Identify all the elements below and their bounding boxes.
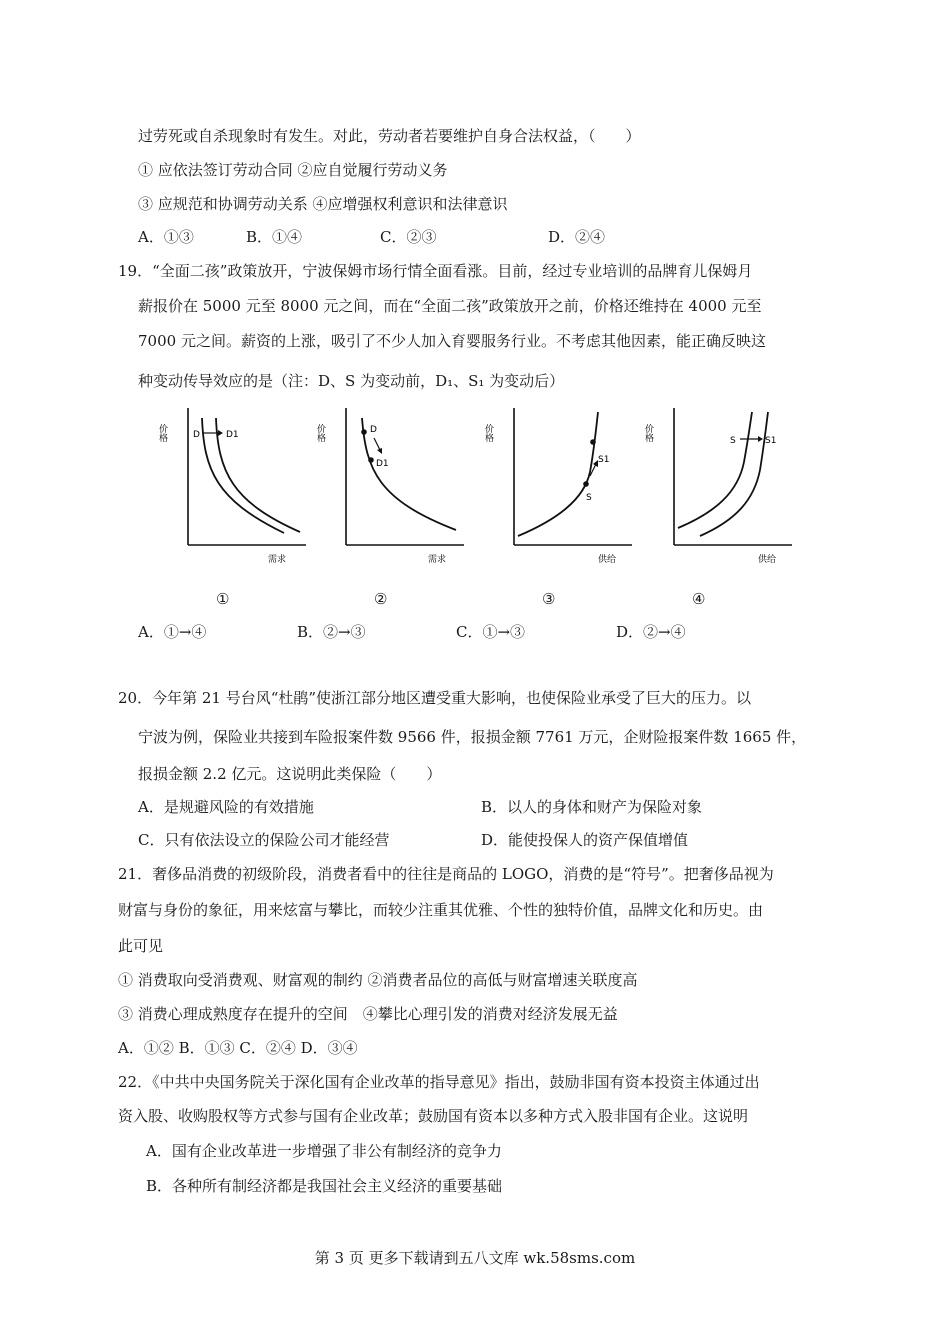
q20-option-c: C．只有依法设立的保险公司才能经营	[138, 831, 390, 849]
demand-curve-d	[202, 418, 284, 533]
supply-curve	[518, 412, 598, 536]
q20-option-d: D．能使投保人的资产保值增值	[481, 831, 689, 849]
graph-4-caption: ④	[692, 590, 706, 608]
point-s	[583, 481, 589, 487]
q20-option-b: B．以人的身体和财产为保险对象	[481, 798, 703, 816]
q19-option-d: D．②→④	[616, 623, 686, 641]
q21-stem-line-1: 21．奢侈品消费的初级阶段，消费者看中的往往是商品的 LOGO，消费的是“符号”。把奢侈品视为	[118, 865, 774, 883]
graph-3-caption: ③	[542, 590, 556, 608]
curve-label-s1: S1	[598, 455, 610, 465]
q19-stem-line-4: 种变动传导效应的是（注：D、S 为变动前，D₁、S₁ 为变动后）	[138, 372, 565, 390]
q20-stem-line-2: 宁波为例，保险业共接到车险报案件数 9566 件，报损金额 7761 万元，企财险报案件数 1665 件，	[138, 728, 807, 746]
graph-2-ylabel: 价格	[315, 424, 325, 442]
page-footer: 第 3 页 更多下载请到五八文库 wk.58sms.com	[314, 1249, 636, 1267]
graph-1-ylabel: 价格	[157, 424, 167, 442]
curve-label-s1: S1	[765, 436, 777, 446]
graph-4	[643, 400, 796, 565]
curve-label-d1: D1	[226, 430, 239, 440]
q20-stem-line-1: 20．今年第 21 号台风“杜鹃”使浙江部分地区遭受重大影响，也使保险业承受了巨大的压力。以	[118, 689, 752, 707]
curve-label-s: S	[730, 436, 736, 446]
graph-2	[315, 400, 468, 565]
q18-option-d: D．②④	[548, 228, 606, 246]
curve-label-d: D	[370, 425, 377, 435]
curve-label-d: D	[193, 430, 200, 440]
q19-option-c: C．①→③	[456, 623, 526, 641]
supply-curve-s1	[700, 412, 768, 536]
q18-statements-2: ③ 应规范和协调劳动关系 ④应增强权利意识和法律意识	[138, 195, 508, 213]
q18-option-c: C．②③	[380, 228, 437, 246]
q22-stem-line-2: 资入股、收购股权等方式参与国有企业改革；鼓励国有资本以多种方式入股非国有企业。这说明	[118, 1107, 749, 1125]
q19-option-b: B．②→③	[297, 623, 366, 641]
q21-options: A．①② B．①③ C．②④ D．③④	[118, 1039, 358, 1057]
q18-option-b: B．①④	[246, 228, 303, 246]
q19-stem-line-1: 19．“全面二孩”政策放开，宁波保姆市场行情全面看涨。目前，经过专业培训的品牌育儿保姆月	[118, 262, 753, 280]
q22-option-b: B．各种所有制经济都是我国社会主义经济的重要基础	[146, 1177, 503, 1195]
point-s1	[590, 439, 596, 445]
q21-stem-line-2: 财富与身份的象征，用来炫富与攀比，而较少注重其优雅、个性的独特价值，品牌文化和历史。由	[118, 901, 764, 919]
graph-1-caption: ①	[216, 590, 230, 608]
q20-option-a: A．是规避风险的有效措施	[138, 798, 314, 816]
q21-stem-line-3: 此可见	[118, 937, 164, 955]
curve-label-d1: D1	[376, 459, 389, 469]
point-d1	[368, 457, 374, 463]
q18-option-a: A．①③	[138, 228, 194, 246]
q21-statements-1: ① 消费取向受消费观、财富观的制约 ②消费者品位的高低与财富增速关联度高	[118, 971, 638, 989]
graph-4-xlabel: 供给	[758, 555, 777, 565]
q19-stem-line-2: 薪报价在 5000 元至 8000 元之间，而在“全面二孩”政策放开之前，价格还维持在 4000 元至	[138, 297, 762, 315]
q19-option-a: A．①→④	[138, 623, 207, 641]
q18-stem-line: 过劳死或自杀现象时有发生。对此，劳动者若要维护自身合法权益，（ ）	[138, 127, 641, 145]
graph-1	[157, 400, 310, 565]
q18-statements-1: ① 应依法签订劳动合同 ②应自觉履行劳动义务	[138, 161, 448, 179]
q22-stem-line-1: 22．《中共中央国务院关于深化国有企业改革的指导意见》指出，鼓励非国有资本投资主体通过出	[118, 1073, 760, 1091]
graph-3-ylabel: 价格	[483, 424, 493, 442]
q20-stem-line-3: 报损金额 2.2 亿元。这说明此类保险（ ）	[138, 765, 442, 783]
point-d	[361, 429, 367, 435]
graph-1-xlabel: 需求	[268, 555, 287, 565]
graph-2-caption: ②	[374, 590, 388, 608]
q19-stem-line-3: 7000 元之间。薪资的上涨，吸引了不少人加入育婴服务行业。不考虑其他因素，能正确反映这	[138, 332, 766, 350]
graph-4-ylabel: 价格	[643, 424, 653, 442]
q21-statements-2: ③ 消费心理成熟度存在提升的空间 ④攀比心理引发的消费对经济发展无益	[118, 1005, 618, 1023]
graph-3-xlabel: 供给	[598, 555, 617, 565]
supply-curve-s	[678, 412, 752, 528]
graph-3	[483, 400, 636, 565]
curve-label-s: S	[586, 493, 592, 503]
graph-2-xlabel: 需求	[428, 555, 447, 565]
q22-option-a: A．国有企业改革进一步增强了非公有制经济的竞争力	[146, 1142, 502, 1160]
